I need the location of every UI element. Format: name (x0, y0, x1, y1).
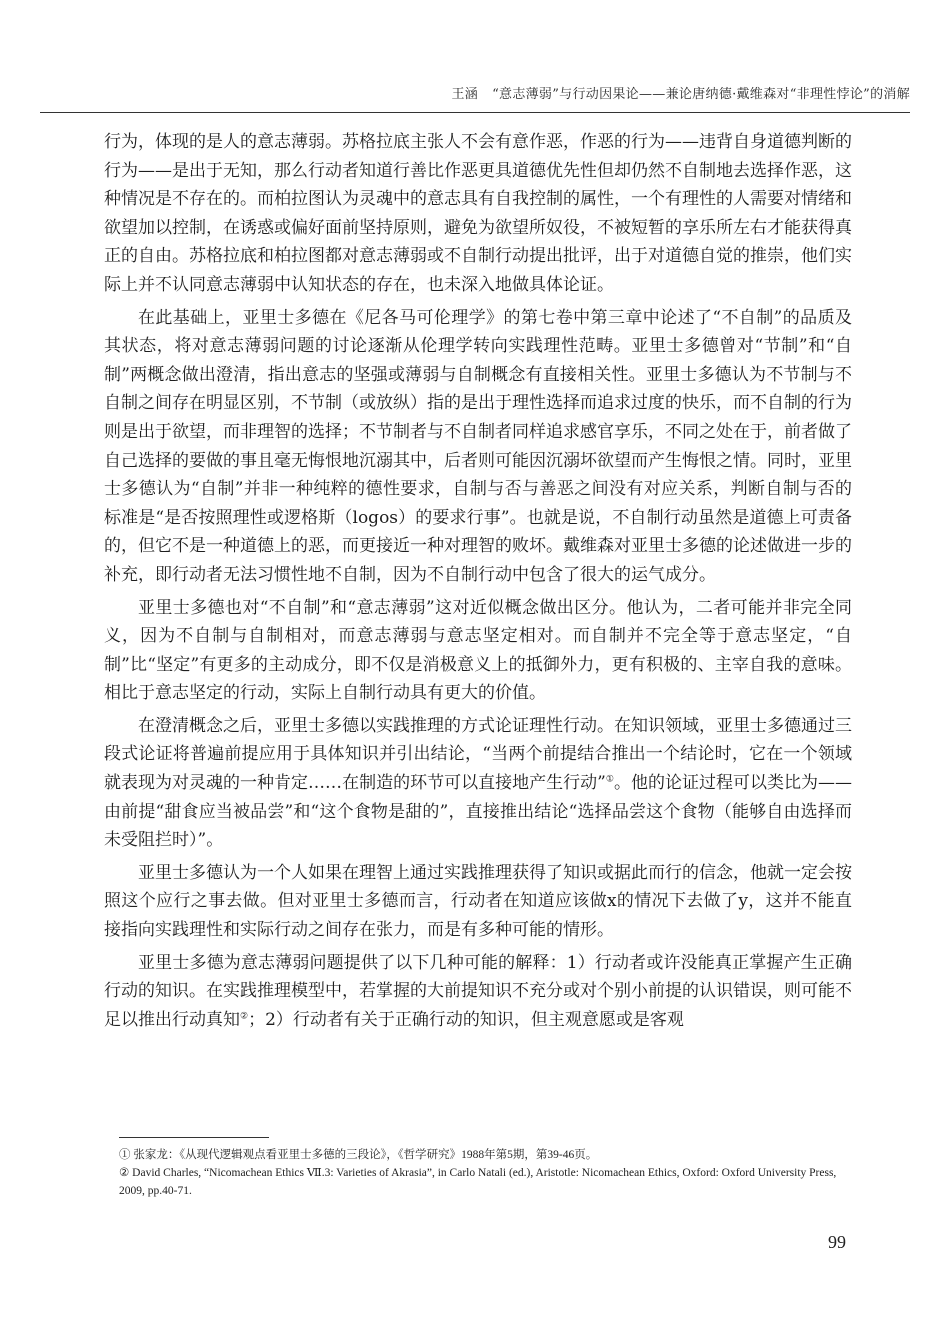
header-title: “意志薄弱”与行动因果论——兼论唐纳德·戴维森对“非理性悖论”的消解 (492, 87, 910, 102)
footnote-1: ① 张家龙：《从现代逻辑观点看亚里士多德的三段论》，《哲学研究》1988年第5期，第39-46页。 (119, 1149, 598, 1161)
footnotes (119, 1146, 849, 1200)
header-author: 王涵 (451, 87, 479, 102)
footnote-ref-2[interactable]: ② (240, 1011, 249, 1022)
body-text (104, 128, 852, 1038)
running-header (40, 86, 910, 104)
footnote-2: ② David Charles, “Nicomachean Ethics Ⅶ.3: Varieties of Akrasia”, in Carlo Natali (ed.), Aristotle: Nicomachean Ethics, Oxford: Oxford University Press, 2009, pp.40-71. (119, 1167, 837, 1197)
header-rule (40, 112, 910, 113)
paragraph-6-part-2: ；2）行动者有关于正确行动的知识，但主观意愿或是客观 (248, 1009, 684, 1030)
paragraph-6-part-1: 亚里士多德为意志薄弱问题提供了以下几种可能的解释：1）行动者或许没能真正掌握产生正确行动的知识。在实践推理模型中，若掌握的大前提知识不充分或对个别小前提的认识错误，则可能不足以推出行动真知 (104, 952, 852, 1030)
paragraph-5: 亚里士多德认为一个人如果在理智上通过实践推理获得了知识或据此而行的信念，他就一定会按照这个应行之事去做。但对亚里士多德而言，行动者在知道应该做x的情况下去做了y，这并不能直接指向实践理性和实际行动之间存在张力，而是有多种可能的情形。 (104, 862, 852, 941)
paragraph-3: 亚里士多德也对“不自制”和“意志薄弱”这对近似概念做出区分。他认为，二者可能并非完全同义，因为不自制与自制相对，而意志薄弱与意志坚定相对。而自制并不完全等于意志坚定，“自制”比“坚定”有更多的主动成分，即不仅是消极意义上的抵御外力，更有积极的、主宰自我的意味。相比于意志坚定的行动，实际上自制行动具有更大的价值。 (104, 597, 852, 704)
footnote-rule (119, 1137, 269, 1138)
paragraph-4-part-1: 在澄清概念之后，亚里士多德以实践推理的方式论证理性行动。在知识领域，亚里士多德通过三段式论证将普遍前提应用于具体知识并引出结论，“当两个前提结合推出一个结论时，它在一个领域就表现为对灵魂的一种肯定……在制造的环节可以直接地产生行动” (104, 715, 852, 794)
page-number: 99 (828, 1232, 846, 1252)
paragraph-4 (104, 712, 852, 855)
paragraph-4-part-2: 。他的论证过程可以类比为——由前提“甜食应当被品尝”和“这个食物是甜的”，直接推出结论“选择品尝这个食物（能够自由选择而未受阻拦时）”。 (104, 773, 852, 851)
paragraph-1: 行为，体现的是人的意志薄弱。苏格拉底主张人不会有意作恶，作恶的行为——违背自身道德判断的行为——是出于无知，那么行动者知道行善比作恶更具道德优先性但却仍然不自制地去选择作恶，这种情况是不存在的。而柏拉图认为灵魂中的意志具有自我控制的属性，一个有理性的人需要对情绪和欲望加以控制，在诱惑或偏好面前坚持原则，避免为欲望所奴役，不被短暂的享乐所左右才能获得真正的自由。苏格拉底和柏拉图都对意志薄弱或不自制行动提出批评，出于对道德自觉的推崇，他们实际上并不认同意志薄弱中认知状态的存在，也未深入地做具体论证。 (104, 132, 852, 295)
footnote-ref-1[interactable]: ① (605, 774, 614, 785)
paragraph-2: 在此基础上，亚里士多德在《尼各马可伦理学》的第七卷中第三章中论述了“不自制”的品质及其状态，将对意志薄弱问题的讨论逐渐从伦理学转向实践理性范畴。亚里士多德曾对“节制”和“自制”两概念做出澄清，指出意志的坚强或薄弱与自制概念有直接相关性。亚里士多德认为不节制与不自制之间存在明显区别，不节制（或放纵）指的是出于理性选择而追求过度的快乐，而不自制的行为则是出于欲望，而非理智的选择；不节制者与不自制者同样追求感官享乐，不同之处在于，前者做了自己选择的要做的事且毫无悔恨地沉溺其中，后者则可能因沉溺坏欲望而产生悔恨之情。同时，亚里士多德认为“自制”并非一种纯粹的德性要求，自制与否与善恶之间没有对应关系，判断自制与否的标准是“是否按照理性或逻格斯（logos）的要求行事”。也就是说，不自制行动虽然是道德上可责备的，但它不是一种道德上的恶，而更接近一种对理智的败坏。戴维森对亚里士多德的论述做进一步的补充，即行动者无法习惯性地不自制，因为不自制行动中包含了很大的运气成分。 (104, 307, 852, 585)
paragraph-6 (104, 949, 852, 1035)
